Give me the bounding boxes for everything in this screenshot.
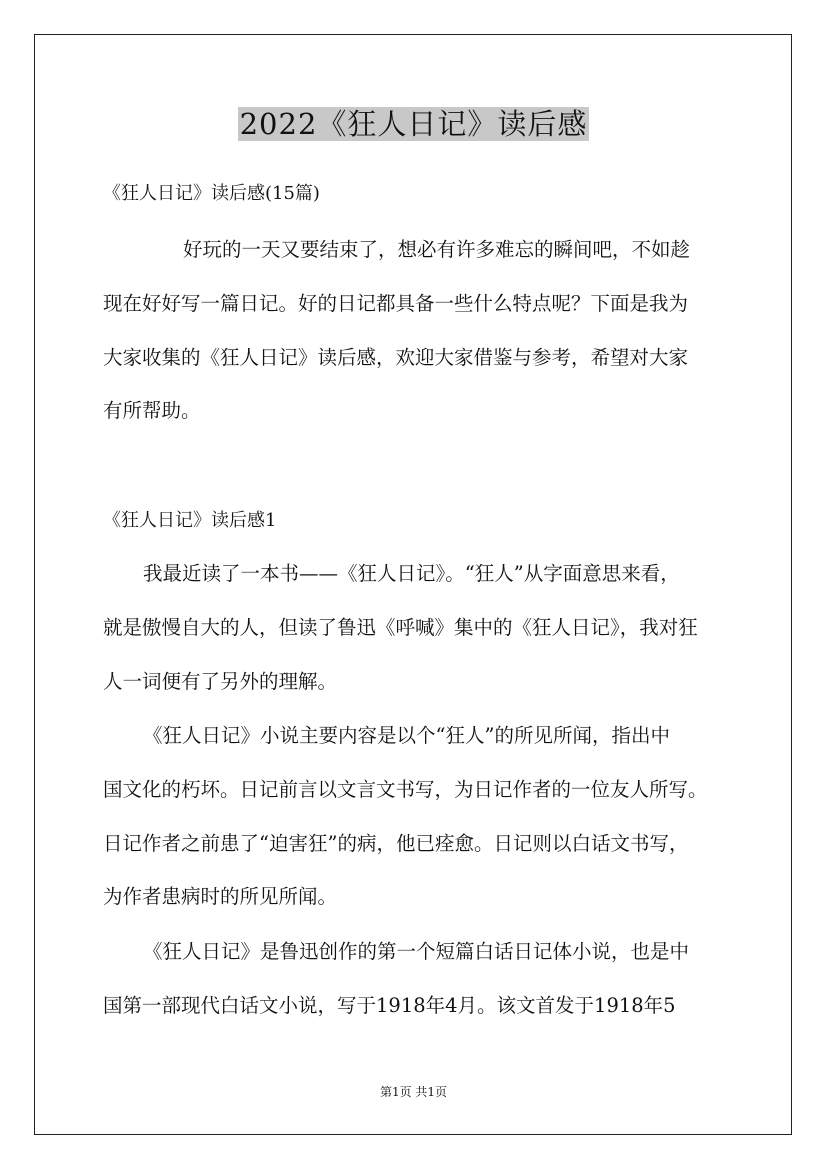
body-line: 《狂人日记》是鲁迅创作的第一个短篇白话日记体小说，也是中 bbox=[143, 940, 690, 963]
page-footer: 第1页 共1页 bbox=[379, 1085, 448, 1099]
subtitle: 《狂人日记》读后感(15篇) bbox=[103, 183, 320, 204]
body-line: 国文化的朽坏。日记前言以文言文书写，为日记作者的一位友人所写。 bbox=[103, 778, 708, 801]
body-line: 《狂人日记》小说主要内容是以个“狂人”的所见所闻，指出中 bbox=[143, 724, 670, 747]
intro-line: 现在好好写一篇日记。好的日记都具备一些什么特点呢？下面是我为 bbox=[103, 292, 689, 315]
section-heading: 《狂人日记》读后感1 bbox=[103, 510, 277, 531]
body-line: 国第一部现代白话文小说，写于1918年4月。该文首发于1918年5 bbox=[103, 994, 676, 1017]
body-line: 日记作者之前患了“迫害狂”的病，他已痊愈。日记则以白话文书写， bbox=[103, 832, 689, 855]
intro-line: 大家收集的《狂人日记》读后感，欢迎大家借鉴与参考，希望对大家 bbox=[103, 346, 689, 369]
body-line: 人一词便有了另外的理解。 bbox=[103, 670, 338, 693]
body-line: 为作者患病时的所见所闻。 bbox=[103, 885, 338, 908]
intro-line: 好玩的一天又要结束了，想必有许多难忘的瞬间吧，不如趁 bbox=[183, 238, 691, 261]
document-title: 2022《狂人日记》读后感 bbox=[239, 107, 588, 141]
body-line: 就是傲慢自大的人，但读了鲁迅《呼喊》集中的《狂人日记》，我对狂 bbox=[103, 616, 698, 639]
body-line: 我最近读了一本书——《狂人日记》。“狂人”从字面意思来看， bbox=[143, 562, 680, 585]
intro-line: 有所帮助。 bbox=[103, 399, 201, 422]
